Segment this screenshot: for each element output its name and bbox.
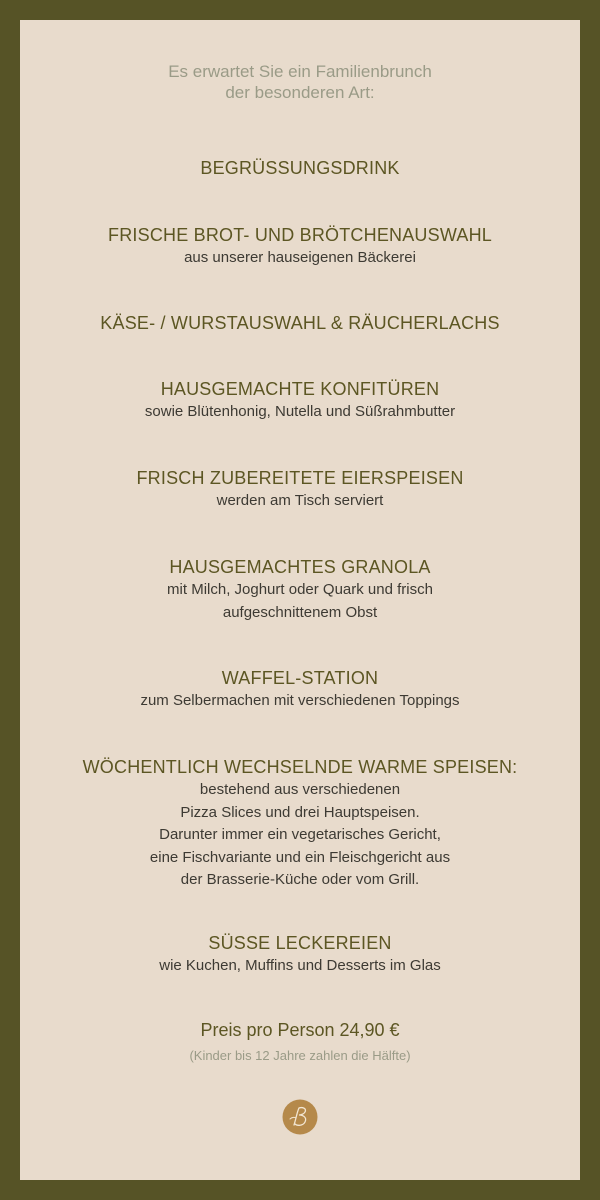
- menu-section-granola: [20, 556, 580, 624]
- menu-section-waffle-station: [20, 667, 580, 713]
- menu-card: [20, 20, 580, 1180]
- section-title: WÖCHENTLICH WECHSELNDE WARME SPEISEN:: [82, 757, 518, 777]
- section-description: wie Kuchen, Muffins und Desserts im Glas: [159, 957, 441, 974]
- menu-section-jams: [20, 378, 580, 424]
- section-description: Darunter immer ein vegetarisches Gericht,: [159, 826, 441, 843]
- section-title: HAUSGEMACHTE KONFITÜREN: [160, 379, 440, 399]
- menu-section-bread: [20, 224, 580, 270]
- section-title: BEGRÜSSUNGSDRINK: [200, 158, 400, 178]
- section-title: KÄSE- / WURSTAUSWAHL & RÄUCHERLACHS: [100, 313, 500, 333]
- section-title: FRISCH ZUBEREITETE EIERSPEISEN: [136, 468, 464, 488]
- section-description: sowie Blütenhonig, Nutella und Süßrahmbutter: [144, 403, 456, 420]
- menu-section-egg-dishes: [20, 467, 580, 513]
- price-note: (Kinder bis 12 Jahre zahlen die Hälfte): [189, 1048, 411, 1063]
- section-title: FRISCHE BROT- UND BRÖTCHENAUSWAHL: [108, 225, 492, 245]
- intro-line-2: der besonderen Art:: [225, 83, 375, 102]
- section-description: mit Milch, Joghurt oder Quark und frisch: [167, 581, 433, 598]
- intro-text: [20, 61, 580, 103]
- section-title: HAUSGEMACHTES GRANOLA: [169, 557, 431, 577]
- section-description: eine Fischvariante und ein Fleischgericht aus: [149, 848, 451, 866]
- intro-line-1: Es erwartet Sie ein Familienbrunch: [168, 62, 432, 81]
- price-per-person: Preis pro Person 24,90 €: [200, 1020, 400, 1040]
- section-description: zum Selbermachen mit verschiedenen Toppings: [140, 692, 460, 709]
- menu-section-cheese-sausage-salmon: [20, 312, 580, 334]
- section-description: werden am Tisch serviert: [216, 492, 384, 509]
- section-title: SÜSSE LECKEREIEN: [208, 933, 392, 953]
- section-description: der Brasserie-Küche oder vom Grill.: [180, 871, 420, 888]
- section-description: bestehend aus verschiedenen: [199, 781, 401, 798]
- monogram-logo-icon: [282, 1099, 318, 1135]
- menu-section-warm-dishes: [20, 756, 580, 892]
- section-title: WAFFEL-STATION: [221, 668, 379, 688]
- section-description: aus unserer hauseigenen Bäckerei: [184, 249, 416, 266]
- section-description: aufgeschnittenem Obst: [222, 603, 378, 621]
- section-description: Pizza Slices und drei Hauptspeisen.: [180, 803, 420, 821]
- menu-section-welcome-drink: [20, 157, 580, 179]
- menu-section-sweets: [20, 932, 580, 978]
